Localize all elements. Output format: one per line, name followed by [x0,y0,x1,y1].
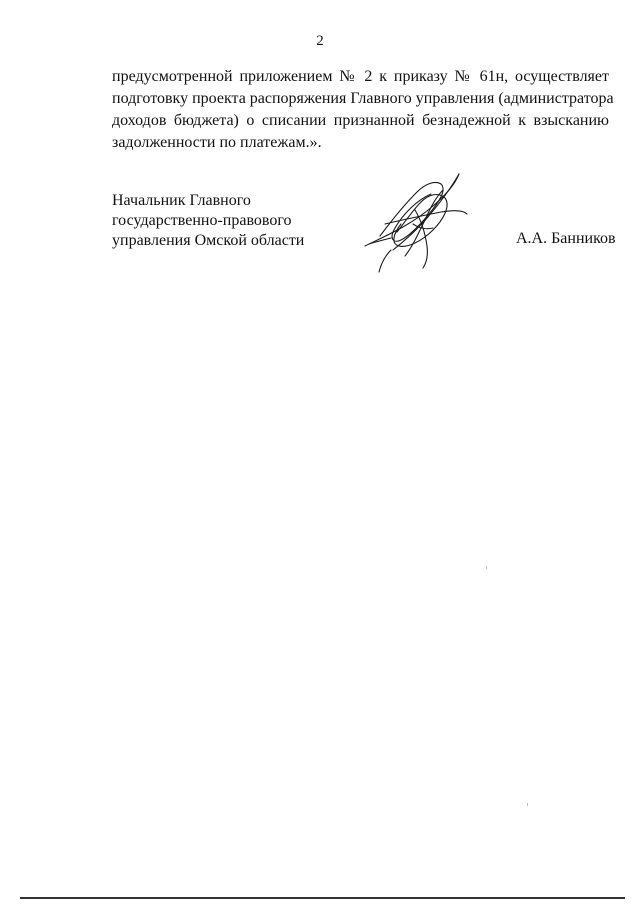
body-line: задолженности по платежам.». [112,134,322,151]
scan-speck [486,566,487,569]
position-line: государственно-правового [112,212,292,229]
position-line: Начальник Главного [112,192,251,209]
signatory-position [112,191,304,251]
bottom-rule [20,897,625,899]
scan-speck [527,803,528,806]
handwritten-signature [355,166,475,276]
body-line: подготовку проекта распоряжения Главного управления (администратора [112,90,614,107]
body-line: предусмотренной приложением № 2 к приказу № 61н, осуществляет [112,68,609,85]
body-line: доходов бюджета) о списании признанной безнадежной к взысканию [112,112,609,129]
signer-name: А.А. Банников [516,230,616,247]
position-line: управления Омской области [112,232,305,249]
body-paragraph [112,66,614,154]
page-number: 2 [316,33,324,49]
